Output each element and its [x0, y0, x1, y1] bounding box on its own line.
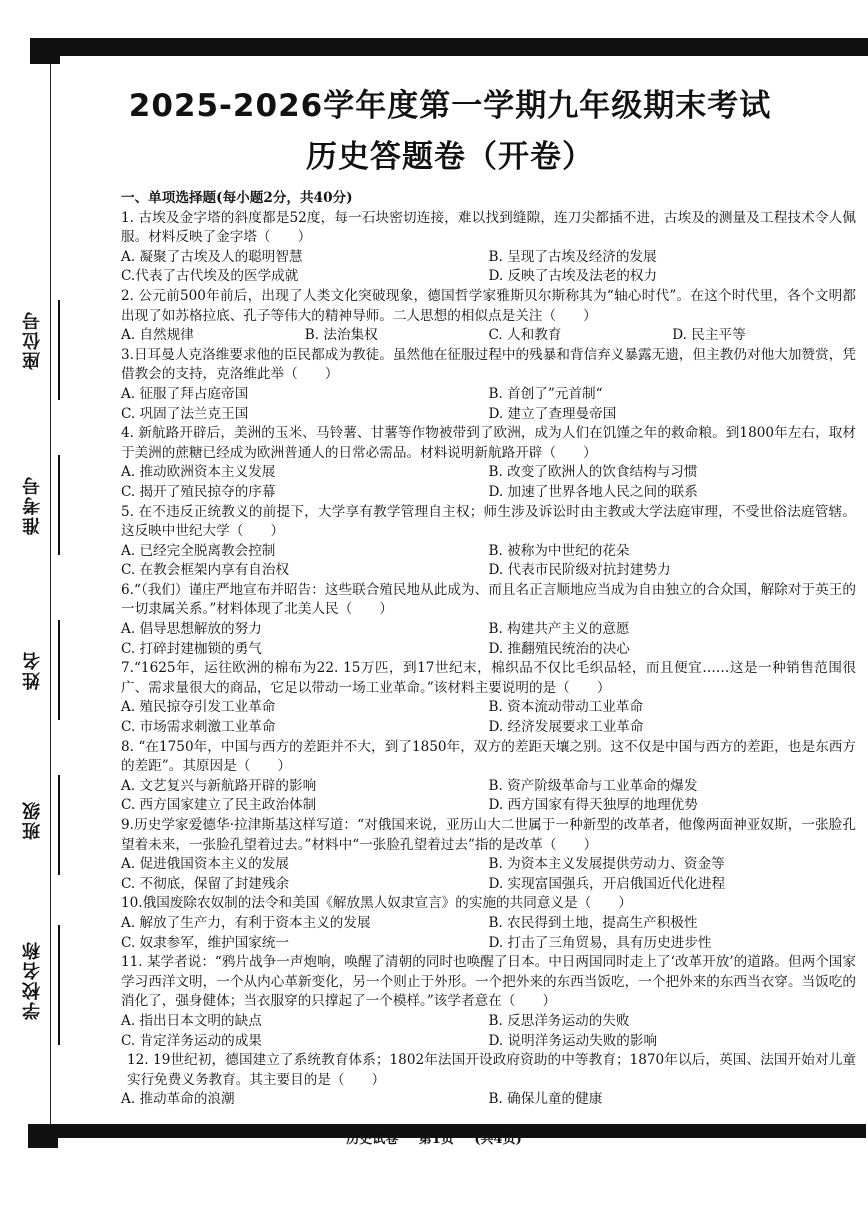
question-stem: 5. 在不违反正统教义的前提下，大学享有教学管理自主权；师生涉及诉讼时由主教或大学法庭审理，不受世俗法庭管辖。这反映中世纪大学（ ） [121, 503, 856, 540]
option-d[interactable]: D. 建立了查理曼帝国 [488, 405, 617, 422]
option-a[interactable]: A. 倡导思想解放的努力 [121, 621, 262, 638]
seat-number-label: 座位号 [22, 310, 43, 370]
options-group [121, 1090, 856, 1110]
option-b[interactable]: B. 首创了”元首制“ [488, 385, 603, 402]
question-stem: 7.“1625年，运往欧洲的棉布为22. 15万匹，到17世纪末，棉织品不仅比毛织品轻，而且便宜……这是一种销售范围很广、需求量很大的商品，它足以带动一场工业革命。”该材料主要说明的是（ ） [121, 660, 856, 696]
option-a[interactable]: A. 已经完全脱离教会控制 [121, 542, 276, 559]
option-c[interactable]: C. 巩固了法兰克王国 [121, 405, 249, 422]
option-d[interactable]: D. 西方国家有得天独厚的地理优势 [488, 797, 698, 814]
option-a[interactable]: A. 解放了生产力，有利于资本主义的发展 [121, 914, 371, 931]
option-a[interactable]: A. 推动欧洲资本主义发展 [121, 464, 276, 481]
option-d[interactable]: D. 经济发展要求工业革命 [488, 719, 644, 736]
option-a[interactable]: A. 征服了拜占庭帝国 [121, 385, 249, 402]
options-group [121, 385, 856, 424]
seat-number-line [58, 300, 60, 400]
question-10 [121, 894, 856, 953]
option-c[interactable]: C. 人和教育 [488, 327, 562, 344]
options-group [121, 855, 856, 894]
class-label: 班级 [22, 800, 43, 840]
name-field[interactable] [20, 620, 60, 730]
exam-title: 2025-2026学年度第一学期九年级期末考试 [128, 88, 772, 124]
question-11 [121, 953, 856, 1051]
question-7 [121, 659, 856, 737]
option-c[interactable]: C. 市场需求刺激工业革命 [121, 719, 276, 736]
question-area [121, 189, 856, 1110]
seat-number-field[interactable] [20, 300, 60, 430]
question-2 [121, 287, 856, 346]
section-heading: 一、单项选择题(每小题2分，共40分) [121, 190, 353, 206]
option-c[interactable]: C. 不彻底，保留了封建残余 [121, 875, 290, 892]
option-d[interactable]: D. 代表市民阶级对抗封建势力 [488, 562, 671, 579]
options-group [121, 1012, 856, 1051]
options-group [121, 463, 856, 502]
option-d[interactable]: D. 推翻殖民统治的决心 [488, 640, 630, 657]
question-8 [121, 738, 856, 816]
option-d[interactable]: D. 反映了古埃及法老的权力 [488, 268, 658, 285]
option-a[interactable]: A. 促进俄国资本主义的发展 [121, 856, 289, 873]
options-group [121, 914, 856, 953]
admission-number-line [58, 455, 60, 555]
name-line [58, 620, 60, 720]
name-label: 姓名 [22, 650, 43, 690]
admission-number-label: 准考号 [22, 475, 43, 535]
option-a[interactable]: A. 自然规律 [121, 327, 194, 344]
school-name-line [58, 925, 60, 1045]
footer-subject: 历史试卷 [346, 1132, 399, 1147]
option-b[interactable]: B. 为资本主义发展提供劳动力、资金等 [488, 856, 725, 873]
options-group [121, 620, 856, 659]
option-d[interactable]: D. 民主平等 [672, 327, 746, 344]
option-b[interactable]: B. 资产阶级革命与工业革命的爆发 [488, 777, 698, 794]
options-group [121, 777, 856, 816]
option-d[interactable]: D. 实现富国强兵，开启俄国近代化进程 [488, 875, 726, 892]
option-b[interactable]: B. 农民得到土地，提高生产积极性 [488, 914, 698, 931]
option-c[interactable]: C. 奴隶参军，维护国家统一 [121, 934, 290, 951]
admission-number-field[interactable] [20, 455, 60, 565]
question-stem: 12. 19世纪初，德国建立了系统教育体系；1802年法国开设政府资助的中等教育；1870年以后，英国、法国开始对儿童实行免费义务教育。其主要目的是（ ） [127, 1052, 856, 1088]
page-footer [0, 1128, 868, 1147]
school-name-field[interactable] [20, 925, 60, 1055]
option-b[interactable]: B. 被称为中世纪的花朵 [488, 542, 630, 559]
class-line [58, 775, 60, 875]
question-4 [121, 424, 856, 502]
top-black-bar [30, 38, 868, 56]
option-a[interactable]: A. 殖民掠夺引发工业革命 [121, 699, 276, 716]
question-6 [121, 581, 856, 659]
question-stem: 4. 新航路开辟后，美洲的玉米、马铃薯、甘薯等作物被带到了欧洲，成为人们在饥馑之年的救命粮。到1800年左右，取材于美洲的蔗糖已经成为欧洲普通人的日常必需品。材料说明新航路开辟（ ） [121, 425, 856, 461]
option-b[interactable]: B. 资本流动带动工业革命 [488, 699, 644, 716]
option-c[interactable]: C. 在教会框架内享有自治权 [121, 562, 290, 579]
question-stem: 8. “在1750年，中国与西方的差距并不大，到了1850年，双方的差距天壤之别。这不仅是中国与西方的差距，也是东西方的差距”。其原因是（ ） [121, 738, 856, 775]
options-group [121, 326, 856, 346]
option-d[interactable]: D. 说明洋务运动失败的影响 [488, 1032, 658, 1049]
question-stem: 9.历史学家爱德华·拉津斯基这样写道：“对俄国来说，亚历山大二世属于一种新型的改革者，他像两面神亚奴斯，一张脸孔望着未来，一张脸孔望着过去。”材料中“一张脸孔望着过去”指的是改革（ ） [121, 817, 856, 853]
question-3 [121, 346, 856, 424]
top-bar-notch [30, 56, 60, 64]
option-c[interactable]: C.代表了古代埃及的医学成就 [121, 268, 299, 285]
footer-page-number: 第1页 [418, 1132, 454, 1147]
option-d[interactable]: D. 打击了三角贸易，具有历史进步性 [488, 934, 712, 951]
question-12 [121, 1051, 856, 1110]
options-group [121, 248, 856, 287]
question-stem: 3.日耳曼人克洛维要求他的臣民都成为教徒。虽然他在征服过程中的残暴和背信弃义暴露无遗，但主教仍对他大加赞赏，凭借教会的支持，克洛维此举（ ） [121, 346, 856, 383]
class-field[interactable] [20, 775, 60, 885]
option-b[interactable]: B. 改变了欧洲人的饮食结构与习惯 [488, 464, 698, 481]
options-group [121, 698, 856, 737]
option-a[interactable]: A. 凝聚了古埃及人的聪明智慧 [121, 248, 303, 265]
option-b[interactable]: B. 呈现了古埃及经济的发展 [488, 248, 657, 265]
option-c[interactable]: C. 打碎封建枷锁的勇气 [121, 640, 262, 657]
footer-total-pages: (共4页) [474, 1132, 522, 1147]
question-stem: 11. 某学者说：“鸦片战争一声炮响，唤醒了清朝的同时也唤醒了日本。中日两国同时走上了‘改革开放’的道路。但两个国家学习西洋文明，一个从内心革新变化，另一个则止于外形。一个把外来的东西当饭吃，一个把外来的东西当衣穿。当饭吃的消化了，强身健体；当衣服穿的只撑起了一个模样。”该学者意在（ ） [121, 954, 856, 1010]
question-stem: 6.“（我们）谨庄严地宣布并昭告：这些联合殖民地从此成为、而且名正言顺地应当成为自由独立的合众国，解除对于英王的一切隶属关系。”材料体现了北美人民（ ） [121, 581, 856, 618]
question-1 [121, 209, 856, 287]
question-stem: 1. 古埃及金字塔的斜度都是52度，每一石块密切连接，难以找到缝隙，连刀尖都插不进，古埃及的测量及工程技术令人佩服。材料反映了金字塔（ ） [121, 209, 856, 246]
option-c[interactable]: C. 肯定洋务运动的成果 [121, 1032, 262, 1049]
option-a[interactable]: A. 指出日本文明的缺点 [121, 1012, 262, 1029]
question-9 [121, 816, 856, 894]
question-stem: 2. 公元前500年前后，出现了人类文化突破现象，德国哲学家雅斯贝尔斯称其为“轴心时代”。在这个时代里，各个文明都出现了如苏格拉底、孔子等伟大的精神导师。二人思想的相似点是关注（ ） [121, 287, 856, 324]
question-5 [121, 503, 856, 581]
option-a[interactable]: A. 推动革命的浪潮 [121, 1091, 235, 1108]
option-c[interactable]: C. 西方国家建立了民主政治体制 [121, 797, 317, 814]
option-b[interactable]: B. 确保儿童的健康 [488, 1091, 603, 1108]
school-name-label: 学校名称 [22, 940, 43, 1020]
option-b[interactable]: B. 法治集权 [304, 327, 378, 344]
option-b[interactable]: B. 反思洋务运动的失败 [488, 1012, 630, 1029]
option-b[interactable]: B. 构建共产主义的意愿 [488, 621, 630, 638]
option-c[interactable]: C. 揭开了殖民掠夺的序幕 [121, 483, 276, 500]
options-group [121, 542, 856, 581]
exam-subtitle: 历史答题卷（开卷） [306, 139, 594, 175]
option-a[interactable]: A. 文艺复兴与新航路开辟的影响 [121, 777, 317, 794]
option-d[interactable]: D. 加速了世界各地人民之间的联系 [488, 483, 698, 500]
question-stem: 10.俄国废除农奴制的法令和美国《解放黑人奴隶宣言》的实施的共同意义是（ ） [121, 895, 632, 912]
